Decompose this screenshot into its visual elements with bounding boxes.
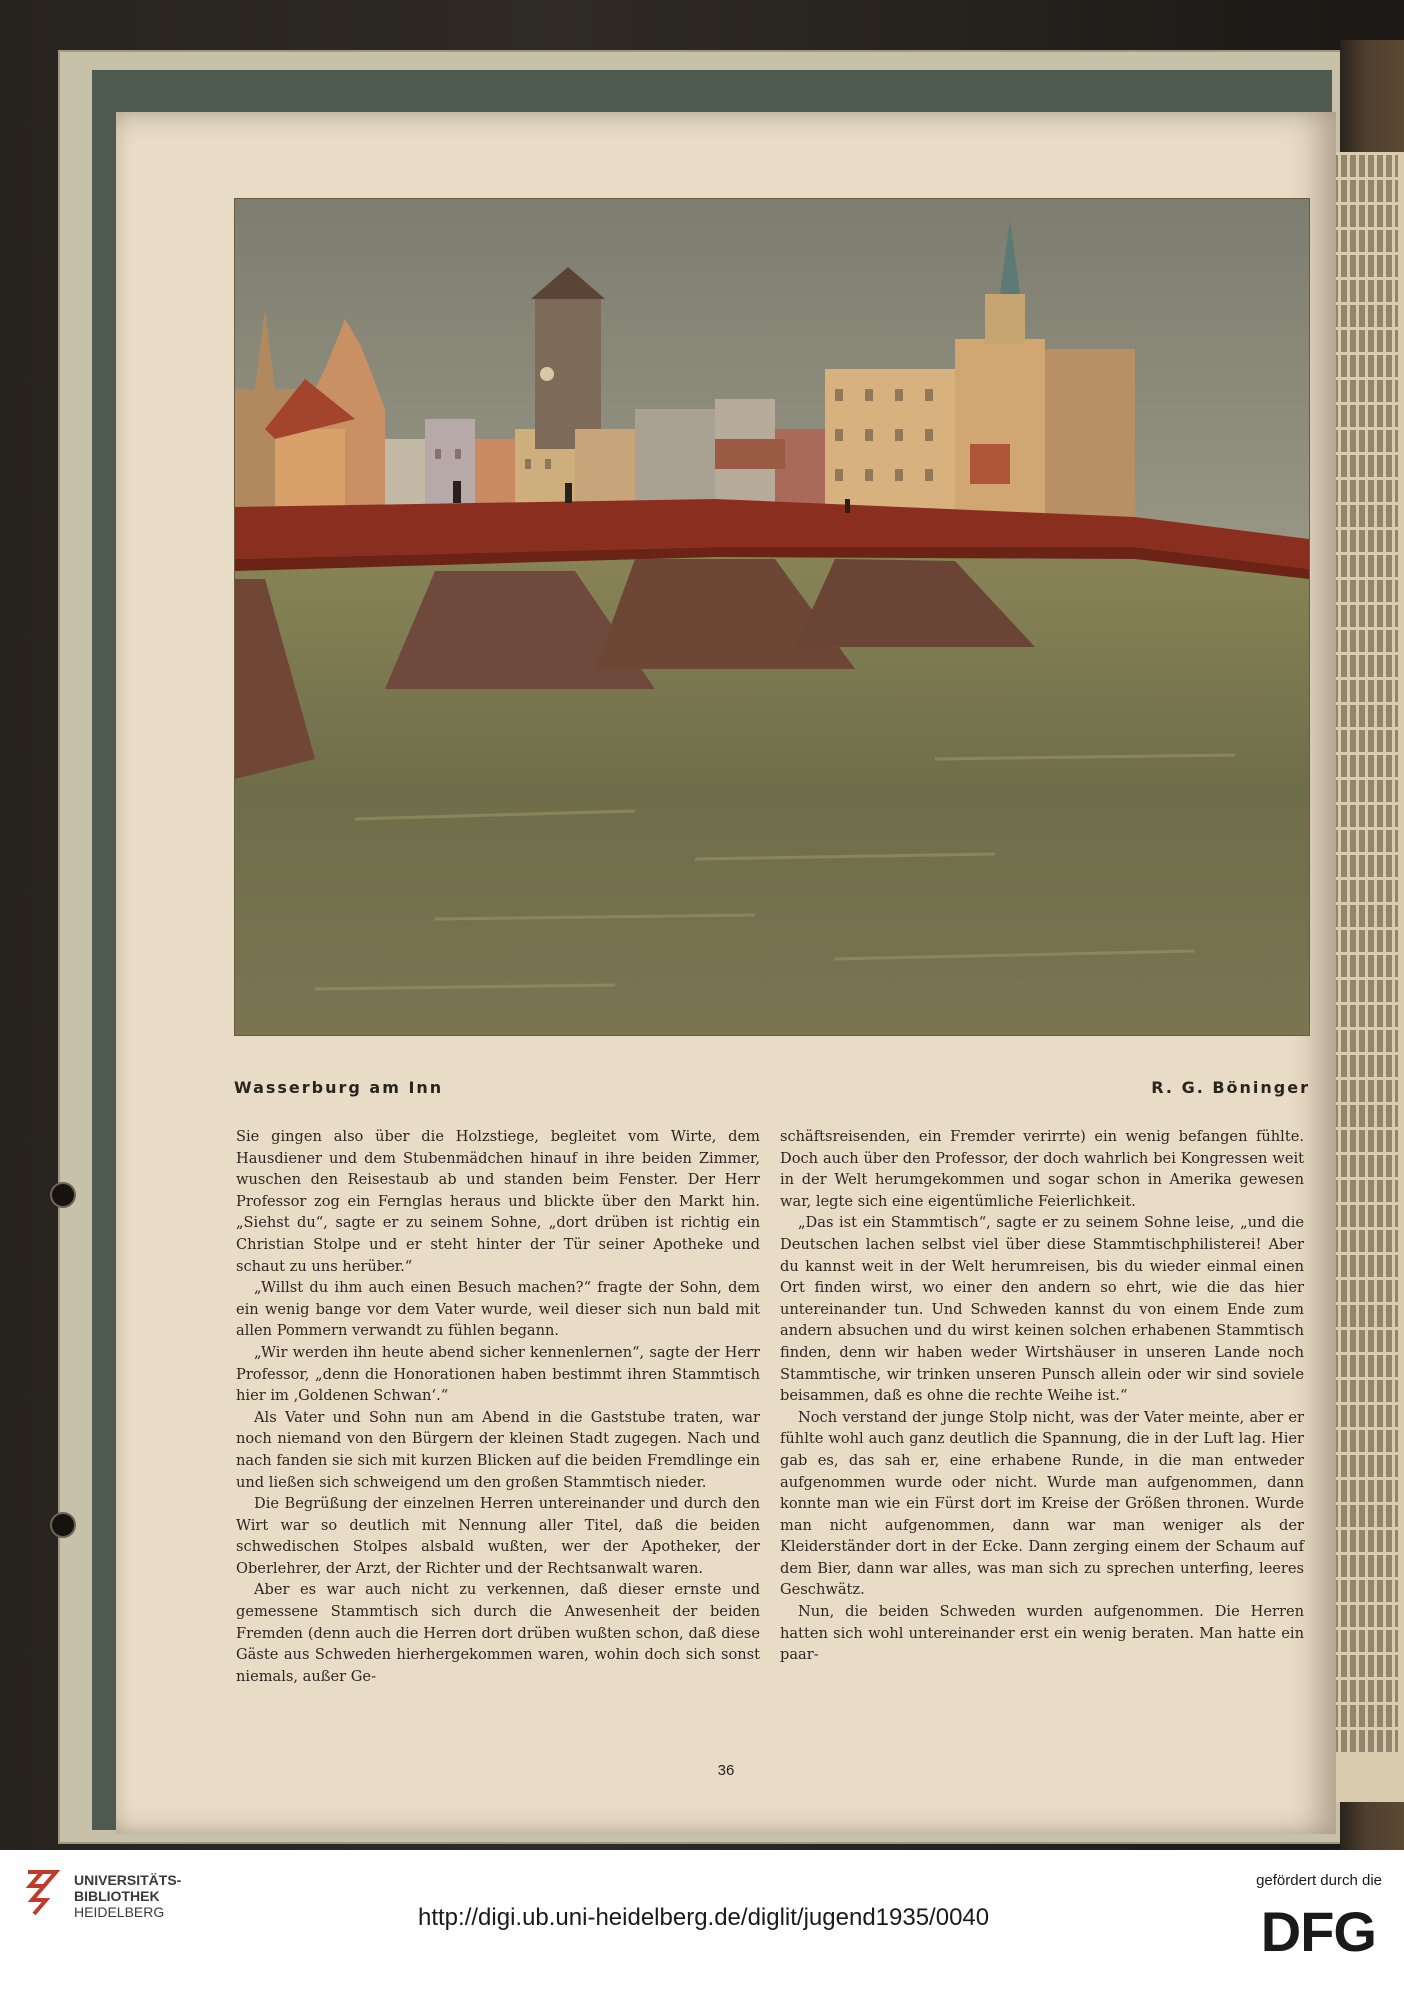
university-library-logo-icon — [22, 1868, 62, 1920]
paragraph: „Wir werden ihn heute abend sicher kennenlernen“, sagte der Herr Professor, „denn die Honorationen haben bestimmt ihren Stammtisch hier im ‚Goldenen Schwan‘.“ — [236, 1343, 760, 1405]
binding-hole — [50, 1512, 76, 1538]
paragraph: Als Vater und Sohn nun am Abend in die Gaststube traten, war noch niemand von den Bürgern der kleinen Stadt zugegen. Nach und nach fanden sie sich mit kurzen Blicken auf die beiden Fremdlinge ein und ließen sich schweigend um den großen Stammtisch nieder. — [236, 1408, 760, 1491]
painting-title: Wasserburg am Inn — [234, 1078, 444, 1097]
paragraph: Aber es war auch nicht zu verkennen, daß dieser ernste und gemessene Stammtisch sich durch die Anwesenheit der beiden Fremden (denn auch die Herren dort drüben wußten schon, daß diese Gäste aus Schweden hierhergekommen waren, wohin doch sich sonst niemals, außer Ge- — [236, 1581, 760, 1685]
paragraph: „Das ist ein Stammtisch“, sagte er zu seinem Sohne leise, „und die Deutschen lachen selbst viel über diese Stammtischphilisterei! Aber du kannst weit in der Welt herumreisen, bis du wieder einmal einen Ort finden wirst, wo einer den andern so ehrt, wie die das hier untereinander tun. Und Schweden kannst du von einem Ende zum andern absuchen und du wirst keinen solchen erhabenen Stammtisch finden, denn wir haben weder Wirtshäuser in unseren Lande noch Stammtische, wir trinken unseren Punsch allein oder wir sind soviele beisammen, daß es ohne die rechte Weihe ist.“ — [780, 1214, 1304, 1405]
painting-artist: R. G. Böninger — [1151, 1078, 1310, 1097]
paragraph: Die Begrüßung der einzelnen Herren untereinander und durch den Wirt war so deutlich mit Nennung aller Titel, daß die beiden schwedischen Stolpes alsbald wußten, wer der Apotheker, der Oberlehrer, der Arzt, der Richter und der Rechtsanwalt waren. — [236, 1495, 760, 1577]
institution-name: UNIVERSITÄTS- BIBLIOTHEK HEIDELBERG — [74, 1872, 182, 1920]
page-number: 36 — [717, 1762, 735, 1779]
article-column-left — [236, 1126, 760, 1687]
adjacent-page-edge — [1332, 152, 1404, 1802]
painting-illustration — [235, 199, 1309, 1035]
paragraph: Noch verstand der junge Stolp nicht, was der Vater meinte, aber er fühlte wohl auch ganz deutlich die Spannung, die in der Luft lag. Hier gab es, das sah er, eine erhabene Runde, in die man entweder aufgenommen wurde oder nicht. Wurde man aufgenommen, dann konnte man wie ein Fürst dort im Kreise der Größen thronen. Wurde man nicht aufgenommen, dann war man weniger als der Kleiderständer dort in der Ecke. Dann zerging einem der Schaum auf dem Bier, dann war alles, was man sich zu sprechen unterfing, leeres Geschwätz. — [780, 1408, 1304, 1599]
paragraph: Nun, die beiden Schweden wurden aufgenommen. Die Herren hatten sich wohl untereinander erst ein wenig beraten. Man hatte ein paar- — [780, 1603, 1304, 1664]
permalink-url[interactable]: http://digi.ub.uni-heidelberg.de/diglit/jugend1935/0040 — [418, 1904, 990, 1931]
dfg-logo: DFG — [1260, 1900, 1376, 1963]
funding-text: gefördert durch die — [1256, 1872, 1382, 1889]
paragraph: Sie gingen also über die Holzstiege, begleitet vom Wirte, dem Hausdiener und dem Stubenmädchen hinauf in ihre beiden Zimmer, wuschen den Reisestaub ab und standen beim Fenster. Der Herr Professor zog ein Fernglas heraus und blickte über den Markt hin. „Siehst du“, sagte er zu seinem Sohne, „dort drüben ist richtig ein Christian Stolpe und er steht hinter der Tür seiner Apotheke und schaut zu uns herüber.“ — [236, 1128, 760, 1275]
article-column-right — [780, 1126, 1304, 1666]
painting-wasserburg — [234, 198, 1310, 1036]
binding-hole — [50, 1182, 76, 1208]
paragraph: schäftsreisenden, ein Fremder verirrte) ein wenig befangen fühlte. Doch auch über den Professor, der doch wahrlich bei Kongressen weit in der Welt herumgekommen und sogar schon in Amerika gewesen war, legte sich eine eigentümliche Feierlichkeit. — [780, 1128, 1304, 1210]
paragraph: „Willst du ihm auch einen Besuch machen?“ fragte der Sohn, dem ein wenig bange vor dem Vater wurde, weil dieser sich nun bald mit allen Pommern verwandt zu fühlen begann. — [236, 1279, 760, 1340]
